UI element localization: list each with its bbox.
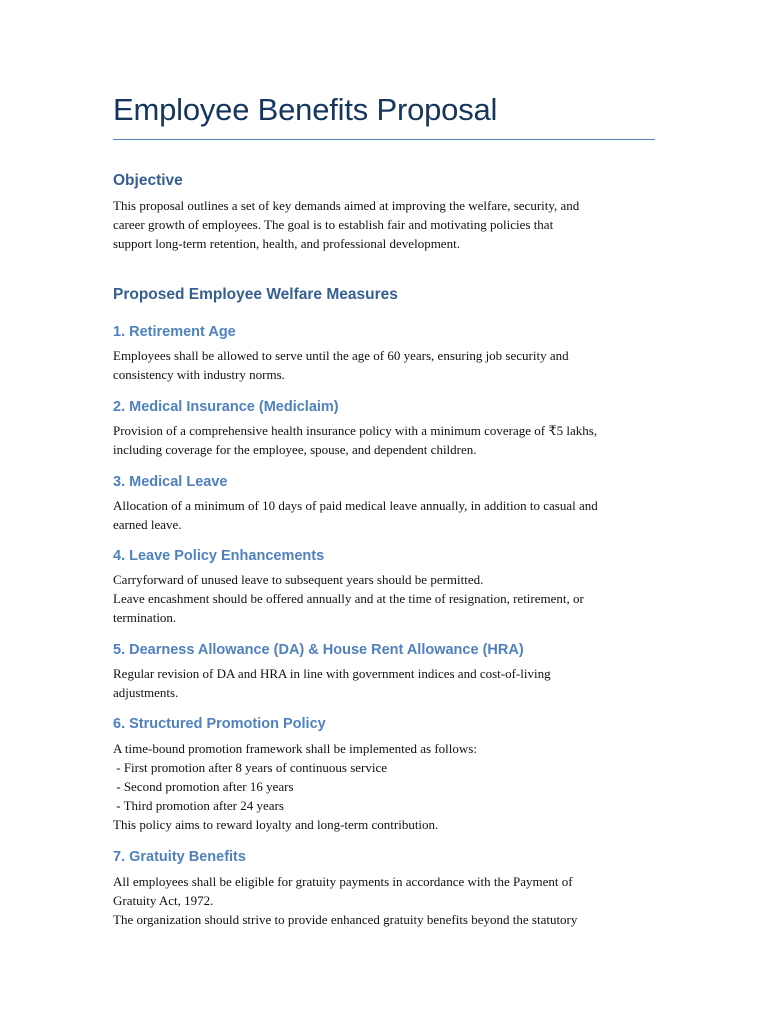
medical-leave-paragraph [113,496,598,534]
retirement-age-heading: 1. Retirement Age [113,324,236,340]
gratuity-line: All employees shall be eligible for gratuity payments in accordance with the Payment of [113,874,573,889]
leave-policy-paragraph [113,570,584,627]
medical-insurance-line: Provision of a comprehensive health insurance policy with a minimum coverage of ₹5 lakhs, [113,423,598,438]
da-hra-paragraph [113,664,551,702]
gratuity-paragraph [113,872,577,929]
retirement-age-line: consistency with industry norms. [113,367,285,382]
objective-line: career growth of employees. The goal is to establish fair and motivating policies that [113,217,554,232]
da-hra-line: Regular revision of DA and HRA in line with government indices and cost-of-living [113,666,551,681]
gratuity-heading: 7. Gratuity Benefits [113,849,246,865]
gratuity-line: Gratuity Act, 1972. [113,893,214,908]
promotion-policy-line: - Third promotion after 24 years [113,798,284,813]
retirement-age-line: Employees shall be allowed to serve until the age of 60 years, ensuring job security and [113,348,569,363]
promotion-policy-paragraph [113,739,477,834]
leave-policy-line: termination. [113,610,177,625]
leave-policy-line: Leave encashment should be offered annually and at the time of resignation, retirement, or [113,591,584,606]
leave-policy-line: Carryforward of unused leave to subsequent years should be permitted. [113,572,484,587]
title-divider [113,139,655,140]
da-hra-line: adjustments. [113,685,179,700]
promotion-policy-line: - Second promotion after 16 years [113,779,294,794]
leave-policy-heading: 4. Leave Policy Enhancements [113,548,325,564]
objective-paragraph [113,196,579,253]
medical-leave-line: Allocation of a minimum of 10 days of paid medical leave annually, in addition to casual and [113,498,598,513]
promotion-policy-line: - First promotion after 8 years of continuous service [113,760,388,775]
medical-insurance-heading: 2. Medical Insurance (Mediclaim) [113,399,339,415]
medical-leave-heading: 3. Medical Leave [113,474,228,490]
retirement-age-paragraph [113,346,569,384]
gratuity-line: The organization should strive to provide enhanced gratuity benefits beyond the statutory [113,912,578,927]
medical-leave-line: earned leave. [113,517,182,532]
promotion-policy-line: This policy aims to reward loyalty and long-term contribution. [113,817,439,832]
da-hra-heading: 5. Dearness Allowance (DA) & House Rent Allowance (HRA) [113,642,524,658]
objective-heading: Objective [113,172,183,189]
promotion-policy-heading: 6. Structured Promotion Policy [113,716,326,732]
objective-line: This proposal outlines a set of key demands aimed at improving the welfare, security, and [113,198,580,213]
medical-insurance-paragraph [113,421,597,459]
objective-line: support long-term retention, health, and professional development. [113,236,460,251]
promotion-policy-line: A time-bound promotion framework shall be implemented as follows: [113,741,477,756]
welfare-measures-heading: Proposed Employee Welfare Measures [113,286,398,303]
document-title: Employee Benefits Proposal [113,92,498,127]
medical-insurance-line: including coverage for the employee, spouse, and dependent children. [113,442,477,457]
